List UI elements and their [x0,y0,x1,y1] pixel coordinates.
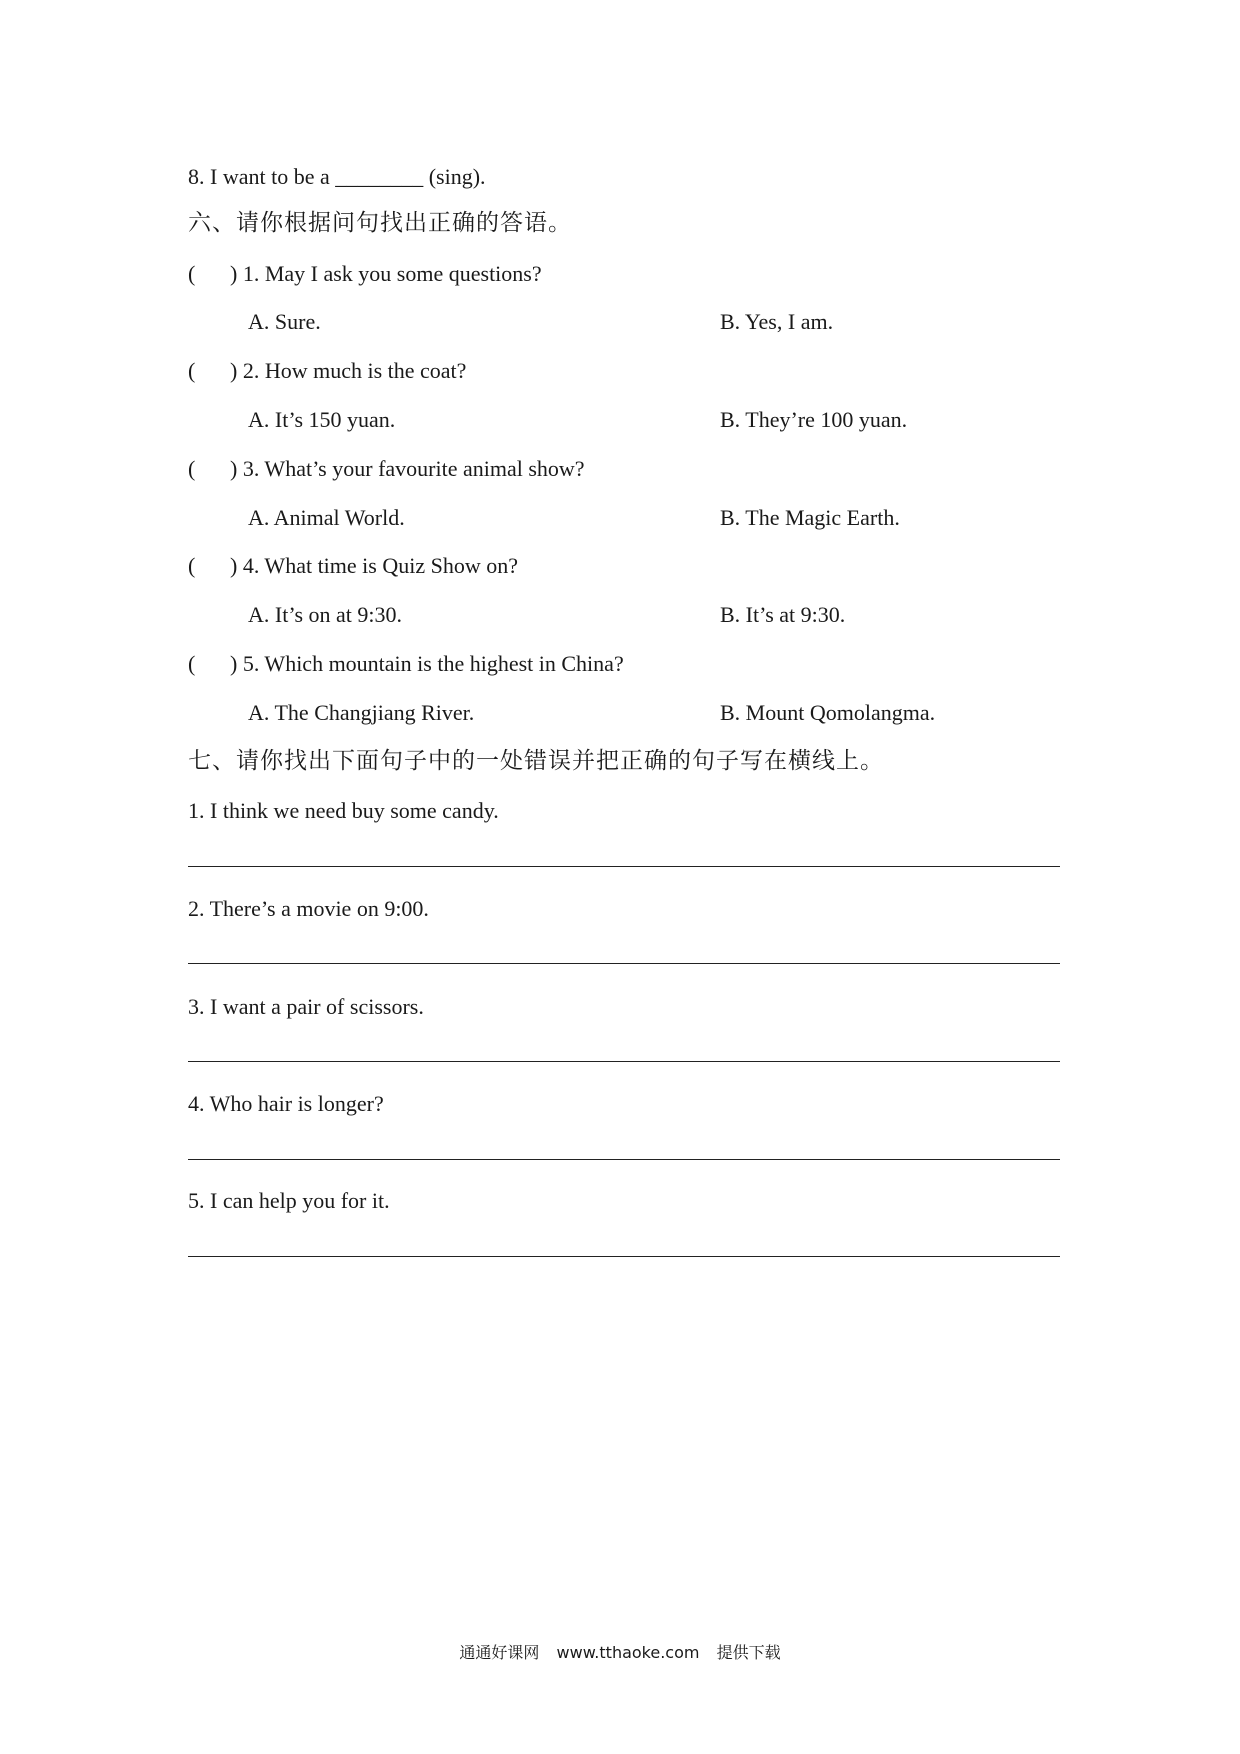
option-a: A. It’s on at 9:30. [248,602,402,627]
section-6-heading: 六、请你根据问句找出正确的答语。 [188,210,572,235]
answer-bracket-close: ) [230,261,238,286]
answer-bracket-open: ( [188,651,196,676]
answer-line-2[interactable] [188,963,1060,964]
footer-site-name: 通通好课网 [459,1643,540,1662]
error-sentence-3: 3. I want a pair of scissors. [188,994,424,1019]
footer-note: 提供下载 [716,1643,781,1662]
answer-line-4[interactable] [188,1159,1060,1160]
answer-bracket-open: ( [188,358,196,383]
option-a: A. Animal World. [248,505,405,530]
option-a: A. Sure. [248,309,321,334]
option-b: B. Mount Qomolangma. [720,700,936,725]
answer-line-5[interactable] [188,1256,1060,1257]
answer-bracket-close: ) [230,553,238,578]
error-sentence-4: 4. Who hair is longer? [188,1091,384,1116]
error-sentence-5: 5. I can help you for it. [188,1188,390,1213]
fill-blank-item-8: 8. I want to be a ________ (sing). [188,164,486,189]
answer-bracket-close: ) [230,456,238,481]
option-b: B. Yes, I am. [720,309,834,334]
answer-line-3[interactable] [188,1061,1060,1062]
answer-line-1[interactable] [188,866,1060,867]
footer-url: www.tthaoke.com [556,1643,700,1662]
question-text: 1. May I ask you some questions? [242,261,542,286]
option-a: A. It’s 150 yuan. [248,407,396,432]
answer-bracket-close: ) [230,651,238,676]
question-text: 3. What’s your favourite animal show? [242,456,585,481]
section-7-heading: 七、请你找出下面句子中的一处错误并把正确的句子写在横线上。 [188,748,884,773]
error-sentence-1: 1. I think we need buy some candy. [188,798,499,823]
option-b: B. They’re 100 yuan. [720,407,908,432]
option-a: A. The Changjiang River. [248,700,475,725]
error-sentence-2: 2. There’s a movie on 9:00. [188,896,429,921]
answer-bracket-open: ( [188,261,196,286]
question-text: 5. Which mountain is the highest in China? [242,651,624,676]
page-footer [0,1640,1240,1663]
answer-bracket-open: ( [188,553,196,578]
option-b: B. It’s at 9:30. [720,602,846,627]
answer-bracket-close: ) [230,358,238,383]
option-b: B. The Magic Earth. [720,505,900,530]
answer-bracket-open: ( [188,456,196,481]
question-text: 4. What time is Quiz Show on? [242,553,518,578]
question-text: 2. How much is the coat? [242,358,467,383]
